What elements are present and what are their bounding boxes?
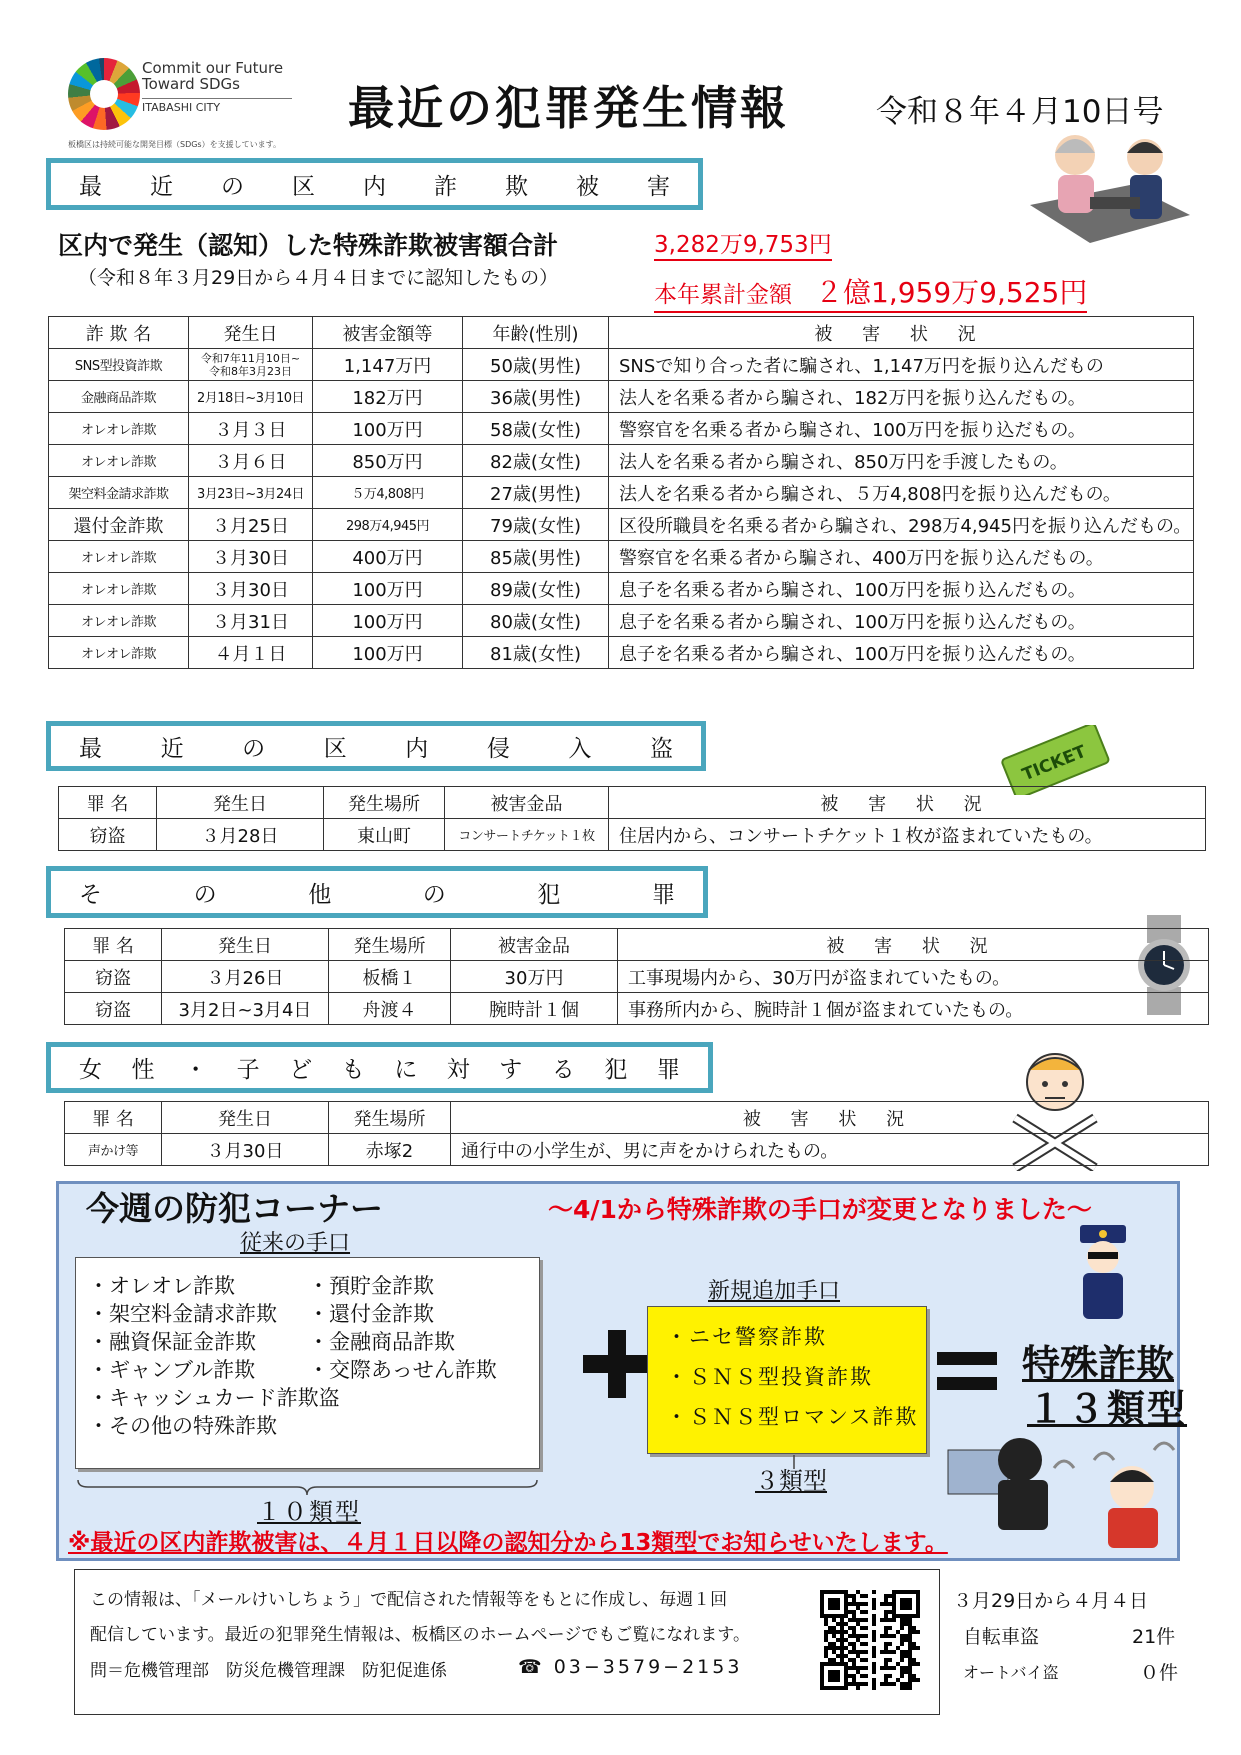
corner-title: 今週の防犯コーナー (86, 1189, 383, 1228)
cell-name: オレオレ詐欺 (49, 605, 189, 637)
new-methods-count: ３類型 (755, 1467, 827, 1495)
logo-city: ITABASHI CITY (142, 98, 292, 114)
equals-icon (937, 1352, 997, 1392)
table-row (49, 573, 1194, 605)
cell-age: 27歳(男性) (463, 477, 609, 509)
heading-char: 他 (308, 881, 332, 908)
column-header: 罪 名 (65, 929, 162, 961)
cell-age: 50歳(男性) (463, 349, 609, 381)
cell-date: ３月31日 (189, 605, 313, 637)
result-line2: １３類型 (1027, 1387, 1188, 1431)
cell-name: オレオレ詐欺 (49, 413, 189, 445)
corner-notice: ※最近の区内詐欺被害は、４月１日以降の認知分から13類型でお知らせいたします。 (68, 1530, 948, 1556)
table-row (59, 819, 1206, 851)
cell-date: ３月25日 (189, 509, 313, 541)
table-row (49, 349, 1194, 381)
heading-char: す (499, 1057, 523, 1083)
cell-amount: 100万円 (313, 605, 463, 637)
cell-name: オレオレ詐欺 (49, 573, 189, 605)
cell-amount: 850万円 (313, 445, 463, 477)
section-fraud-heading (46, 158, 703, 210)
heading-char: 区 (292, 173, 315, 200)
page-title: 最近の犯罪発生情報 (348, 81, 789, 135)
fraud-table (48, 316, 1194, 669)
heading-char: の (221, 173, 244, 200)
column-header: 詐 欺 名 (49, 317, 189, 349)
cell-desc: 事務所内から、腕時計１個が盗まれていたもの。 (618, 993, 1209, 1025)
cell-name: オレオレ詐欺 (49, 637, 189, 669)
cell-date: ３月３日 (189, 413, 313, 445)
heading-char: に (394, 1057, 418, 1083)
cell-age: 58歳(女性) (463, 413, 609, 445)
table-row (49, 509, 1194, 541)
column-header: 年齢(性別) (463, 317, 609, 349)
table-row (65, 993, 1209, 1025)
cell-desc: 息子を名乗る者から騙され、100万円を振り込んだもの。 (609, 637, 1194, 669)
cell-amount: 182万円 (313, 381, 463, 413)
old-methods-count: １０類型 (257, 1498, 361, 1526)
footer-phone: ☎ 03−3579−2153 (518, 1656, 743, 1678)
new-method-item: ・ＳＮＳ型投資詐欺 (666, 1365, 873, 1389)
heading-char: の (422, 881, 446, 908)
table-row (49, 637, 1194, 669)
issue-date: 令和８年４月10日号 (876, 94, 1164, 130)
police-officer-icon (1068, 1225, 1138, 1325)
cell-desc: 通行中の小学生が、男に声をかけられたもの。 (451, 1134, 1209, 1166)
heading-char: 子 (236, 1057, 260, 1083)
other-table (64, 928, 1209, 1025)
cell-place: 赤塚2 (329, 1134, 451, 1166)
heading-char: そ (79, 881, 102, 908)
cell-amount: 400万円 (313, 541, 463, 573)
section-other-heading (46, 866, 708, 918)
heading-char: ど (289, 1057, 313, 1083)
heading-char: 被 (576, 173, 599, 200)
stats-period: ３月29日から４月４日 (953, 1590, 1149, 1612)
heading-char: 近 (160, 735, 184, 762)
new-method-item: ・ＳＮＳ型ロマンス詐欺 (666, 1405, 919, 1429)
cell-name: SNS型投資詐欺 (49, 349, 189, 381)
weekly-amount: 3,282万9,753円 (654, 226, 832, 261)
heading-char: 近 (150, 173, 173, 200)
plus-icon (583, 1330, 651, 1398)
cell-desc: 区役所職員を名乗る者から騙され、298万4,945円を振り込んだもの。 (609, 509, 1194, 541)
column-header: 発生日 (189, 317, 313, 349)
cell-age: 36歳(男性) (463, 381, 609, 413)
column-header: 発生場所 (329, 1102, 451, 1134)
old-method-item: ・交際あっせん詐欺 (308, 1358, 497, 1382)
elderly-fraud-illustration-icon (1030, 125, 1190, 255)
old-method-item: ・オレオレ詐欺 (88, 1274, 235, 1298)
cell-name: オレオレ詐欺 (49, 541, 189, 573)
heading-char: ・ (184, 1057, 208, 1083)
cell-place: 板橋１ (329, 961, 451, 993)
cell-desc: 息子を名乗る者から騙され、100万円を振り込んだもの。 (609, 605, 1194, 637)
new-box-connector (792, 1455, 796, 1469)
column-header: 発生場所 (324, 787, 445, 819)
column-header: 被 害 状 況 (451, 1102, 1209, 1134)
heading-char: 最 (79, 173, 102, 200)
old-method-item: ・ギャンブル詐欺 (88, 1358, 256, 1382)
ytd-amount: 本年累計金額 ２億1,959万9,525円 (654, 271, 1087, 313)
new-methods-label: 新規追加手口 (708, 1279, 841, 1304)
old-method-item: ・キャッシュカード詐欺盗 (88, 1386, 340, 1410)
column-header: 発生日 (162, 1102, 329, 1134)
table-row (49, 445, 1194, 477)
heading-char: 内 (405, 735, 429, 762)
heading-char: も (341, 1057, 365, 1083)
old-method-item: ・預貯金詐欺 (308, 1274, 434, 1298)
cell-amount: ５万4,808円 (313, 477, 463, 509)
cell-name: 金融商品詐欺 (49, 381, 189, 413)
cell-name: 還付金詐欺 (49, 509, 189, 541)
old-method-item: ・金融商品詐欺 (308, 1330, 455, 1354)
column-header: 被 害 状 況 (609, 317, 1194, 349)
section-women-children-heading (46, 1042, 713, 1093)
cell-crime: 窃盗 (65, 961, 162, 993)
cell-crime: 窃盗 (65, 993, 162, 1025)
column-header: 被 害 状 況 (618, 929, 1209, 961)
corner-subtitle: ～4/1から特殊詐欺の手口が変更となりました～ (548, 1195, 1092, 1224)
heading-char: の (193, 881, 217, 908)
cell-date: ３月30日 (189, 541, 313, 573)
table-row (49, 413, 1194, 445)
table-row (49, 541, 1194, 573)
table-row (65, 961, 1209, 993)
cell-date: ３月28日 (157, 819, 324, 851)
footer-line1: この情報は、「メールけいしちょう」で配信された情報等をもとに作成し、毎週１回 (90, 1590, 728, 1610)
section-burglary-heading (46, 721, 706, 771)
heading-char: 性 (131, 1057, 155, 1083)
table-row (49, 381, 1194, 413)
cell-amount: 100万円 (313, 413, 463, 445)
cell-amount: 1,147万円 (313, 349, 463, 381)
old-methods-box (75, 1257, 540, 1469)
heading-char: の (242, 735, 266, 762)
cell-place: 舟渡４ (329, 993, 451, 1025)
cell-date: ３月30日 (162, 1134, 329, 1166)
table-row (65, 1134, 1209, 1166)
cell-item: 30万円 (451, 961, 618, 993)
heading-char: 入 (568, 735, 592, 762)
cell-date: 3月2日~3月4日 (162, 993, 329, 1025)
stats-bicycle-count: 21件 (1132, 1626, 1176, 1648)
cell-item: コンサートチケット１枚 (445, 819, 609, 851)
heading-char: 内 (363, 173, 386, 200)
old-method-item: ・その他の特殊詐欺 (88, 1414, 277, 1438)
heading-char: 区 (323, 735, 347, 762)
cell-desc: 警察官を名乗る者から騙され、100万円を振り込だもの。 (609, 413, 1194, 445)
stats-bicycle-label: 自転車盗 (963, 1626, 1040, 1648)
cell-crime: 窃盗 (59, 819, 157, 851)
heading-char: 犯 (537, 881, 561, 908)
cell-amount: 100万円 (313, 573, 463, 605)
column-header: 発生場所 (329, 929, 451, 961)
cell-age: 89歳(女性) (463, 573, 609, 605)
ticket-icon (995, 725, 1115, 795)
cell-age: 85歳(男性) (463, 541, 609, 573)
table-row (49, 477, 1194, 509)
heading-char: 対 (446, 1057, 470, 1083)
cell-crime: 声かけ等 (65, 1134, 162, 1166)
heading-char: 最 (79, 735, 102, 762)
old-method-item: ・還付金詐欺 (308, 1302, 434, 1326)
cell-desc: 住居内から、コンサートチケット１枚が盗まれていたもの。 (609, 819, 1206, 851)
heading-char: 害 (647, 173, 670, 200)
column-header: 発生日 (162, 929, 329, 961)
fraud-summary-period: （令和８年３月29日から４月４日までに認知したもの） (78, 267, 559, 289)
stats-motorbike-label: オートバイ盗 (963, 1663, 1059, 1682)
heading-char: 女 (79, 1057, 102, 1083)
cell-date: ３月６日 (189, 445, 313, 477)
cell-age: 81歳(女性) (463, 637, 609, 669)
heading-char: 盗 (649, 735, 673, 762)
heading-char: 侵 (486, 735, 510, 762)
cell-date: 3月23日~3月24日 (189, 477, 313, 509)
old-methods-label: 従来の手口 (240, 1231, 351, 1256)
ticket-label: TICKET (1019, 741, 1089, 786)
fraud-summary-title: 区内で発生（認知）した特殊詐欺被害額合計 (58, 231, 559, 260)
column-header: 被害金品 (451, 929, 618, 961)
column-header: 罪 名 (59, 787, 157, 819)
cell-desc: 法人を名乗る者から騙され、182万円を振り込んだもの。 (609, 381, 1194, 413)
result-line1: 特殊詐欺 (1022, 1342, 1175, 1386)
cell-date: ４月１日 (189, 637, 313, 669)
column-header: 発生日 (157, 787, 324, 819)
cell-desc: 工事現場内から、30万円が盗まれていたもの。 (618, 961, 1209, 993)
cell-desc: SNSで知り合った者に騙され、1,147万円を振り込んだもの (609, 349, 1194, 381)
heading-char: 罪 (656, 1057, 680, 1083)
logo-note: 板橋区は持続可能な開発目標（SDGs）を支援しています。 (68, 140, 281, 149)
cell-date: ３月26日 (162, 961, 329, 993)
burglary-table (58, 786, 1206, 851)
scam-victims-illustration-icon (944, 1420, 1184, 1550)
cell-age: 82歳(女性) (463, 445, 609, 477)
column-header: 被害金品 (445, 787, 609, 819)
cell-name: オレオレ詐欺 (49, 445, 189, 477)
qr-code-icon[interactable] (820, 1590, 920, 1690)
cell-date: 令和7年11月10日~ 令和8年3月23日 (189, 349, 313, 381)
heading-char: 欺 (505, 173, 528, 200)
women-children-table (64, 1101, 1209, 1166)
cell-desc: 息子を名乗る者から騙され、100万円を振り込んだもの。 (609, 573, 1194, 605)
stats-motorbike-count: ０件 (1140, 1662, 1179, 1684)
new-methods-box (647, 1306, 927, 1454)
table-row (49, 605, 1194, 637)
cell-amount: 100万円 (313, 637, 463, 669)
cell-place: 東山町 (324, 819, 445, 851)
new-method-item: ・ニセ警察詐欺 (666, 1325, 827, 1349)
footer-contact: 問＝危機管理部 防災危機管理課 防犯促進係 (90, 1661, 447, 1681)
cell-item: 腕時計１個 (451, 993, 618, 1025)
heading-char: 犯 (604, 1057, 628, 1083)
cell-date: ３月30日 (189, 573, 313, 605)
heading-char: る (551, 1057, 575, 1083)
cell-date: 2月18日~3月10日 (189, 381, 313, 413)
heading-char: 詐 (434, 173, 457, 200)
column-header: 被 害 状 況 (609, 787, 1206, 819)
cell-desc: 法人を名乗る者から騙され、850万円を手渡したもの。 (609, 445, 1194, 477)
old-method-item: ・融資保証金詐欺 (88, 1330, 256, 1354)
footer-line2: 配信しています。最近の犯罪発生情報は、板橋区のホームページでもご覧になれます。 (90, 1625, 750, 1645)
heading-char: 罪 (651, 881, 675, 908)
old-method-item: ・架空料金請求詐欺 (88, 1302, 277, 1326)
column-header: 被害金額等 (313, 317, 463, 349)
cell-desc: 法人を名乗る者から騙され、５万4,808円を振り込んだもの。 (609, 477, 1194, 509)
column-header: 罪 名 (65, 1102, 162, 1134)
cell-age: 79歳(女性) (463, 509, 609, 541)
logo-text: Commit our Future Toward SDGs (142, 59, 284, 93)
cell-desc: 警察官を名乗る者から騙され、400万円を振り込んだもの。 (609, 541, 1194, 573)
cell-name: 架空料金請求詐欺 (49, 477, 189, 509)
cell-age: 80歳(女性) (463, 605, 609, 637)
cell-amount: 298万4,945円 (313, 509, 463, 541)
